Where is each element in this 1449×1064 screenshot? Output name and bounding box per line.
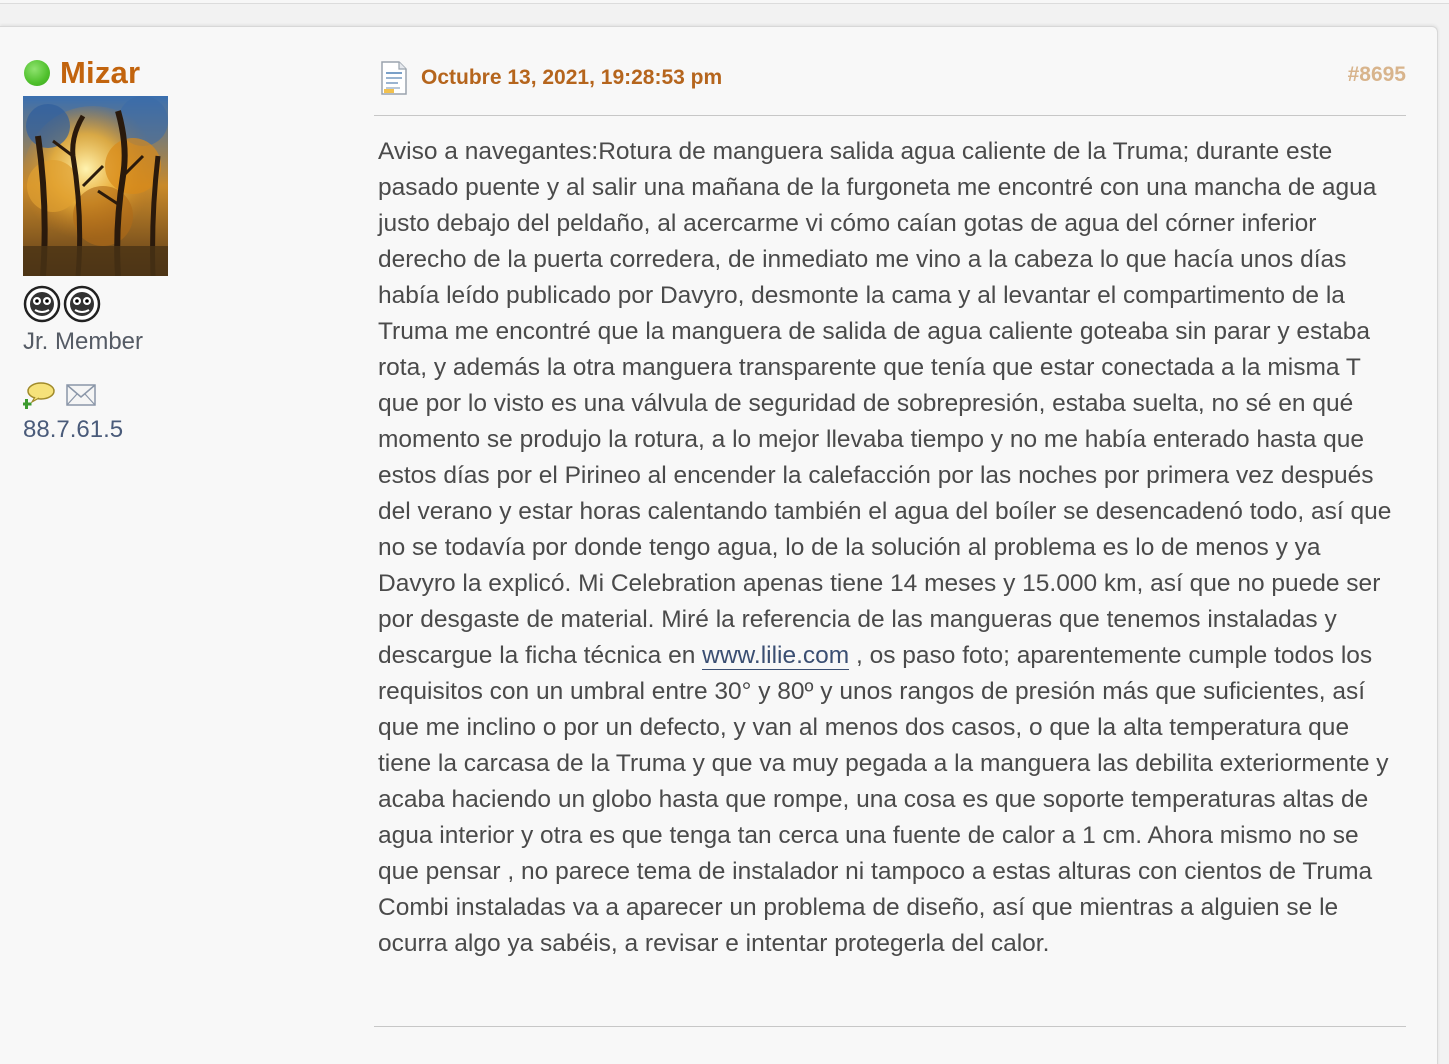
poster-name-link[interactable]: Mizar <box>60 55 141 90</box>
rank-stars <box>23 284 343 324</box>
forum-post <box>0 26 1438 1064</box>
document-icon <box>380 61 408 95</box>
post-link[interactable]: www.lilie.com <box>702 642 850 669</box>
ip-address: 88.7.61.5 <box>23 416 124 443</box>
post-text: Aviso a navegantes:Rotura de manguera salida agua caliente de la Truma; durante este pasado puente y al salir una mañana de la furgoneta me encontré con una mancha de agua justo debajo del peldaño, al acercarme vi cómo caían gotas de agua del córner inferior derecho de la puerta corredera, de inmediato me vino a la cabeza lo que hacía unos días había leído publicado por Davyro, desmonte la cama y al levantar el compartimento de la Truma me encontré que la manguera de salida de agua caliente goteaba sin parar y estaba rota, y además la otra manguera transparente que tenía que estar conectada a la misma T que por lo visto es una válvula de seguridad de sobrepresión, estaba suelta, no sé en qué momento se produjo la rotura, a lo mejor llevaba tiempo y no me había enterado hasta que estos días por el Pirineo al encender la calefacción por las noches por primera vez después del verano y estar horas calentando también el agua del boíler se desencadenó todo, así que no se todavía por donde tengo agua, lo de la solución al problema es lo de menos y ya Davyro la explicó. Mi Celebration apenas tiene 14 meses y 15.000 km, así que no puede ser por desgaste de material. Miré la referencia de las mangueras que tenemos instaladas y descargue la ficha técnica en <box>378 138 1392 669</box>
envelope-icon[interactable] <box>65 380 97 410</box>
post-date-link[interactable]: Octubre 13, 2021, 19:28:53 pm <box>421 66 723 89</box>
profile-icons <box>23 380 343 410</box>
autumn-forest-avatar-image <box>23 96 168 276</box>
poster-name-row <box>23 55 343 91</box>
post-text-continued: , os paso foto; aparentemente cumple todos los requisitos con un umbral entre 30° y 80º y unos rangos de presión más que suficientes, así que me inclino o por un defecto, y van al menos dos casos, o que la alta temperatura que tiene la carcasa de la Truma y que va muy pegada a la manguera las debilita exteriormente y acaba haciendo un globo hasta que rompe, una cosa es que soporte temperaturas altas de agua interior y otra es que tenga tan cerca una fuente de calor a 1 cm. Ahora mismo no se que pensar , no parece tema de instalador ni tampoco a estas alturas con cientos de Truma Combi instaladas va a aparecer un problema de diseño, así que mientras a alguien se le ocurra algo ya sabéis, a revisar e intentar protegerla del calor. <box>378 642 1389 957</box>
post-area <box>374 57 1406 1027</box>
online-status-icon <box>24 60 50 86</box>
post-header <box>374 57 1406 116</box>
previous-post-edge <box>0 0 1449 4</box>
post-number-link[interactable]: #8695 <box>1347 63 1406 86</box>
post-body <box>374 116 1406 1027</box>
rank-star-icon <box>23 285 61 323</box>
karma-chat-icon[interactable] <box>23 380 55 410</box>
rank-star-icon <box>63 285 101 323</box>
poster-info <box>23 55 343 444</box>
member-group: Jr. Member <box>23 328 144 355</box>
avatar[interactable] <box>23 96 168 276</box>
